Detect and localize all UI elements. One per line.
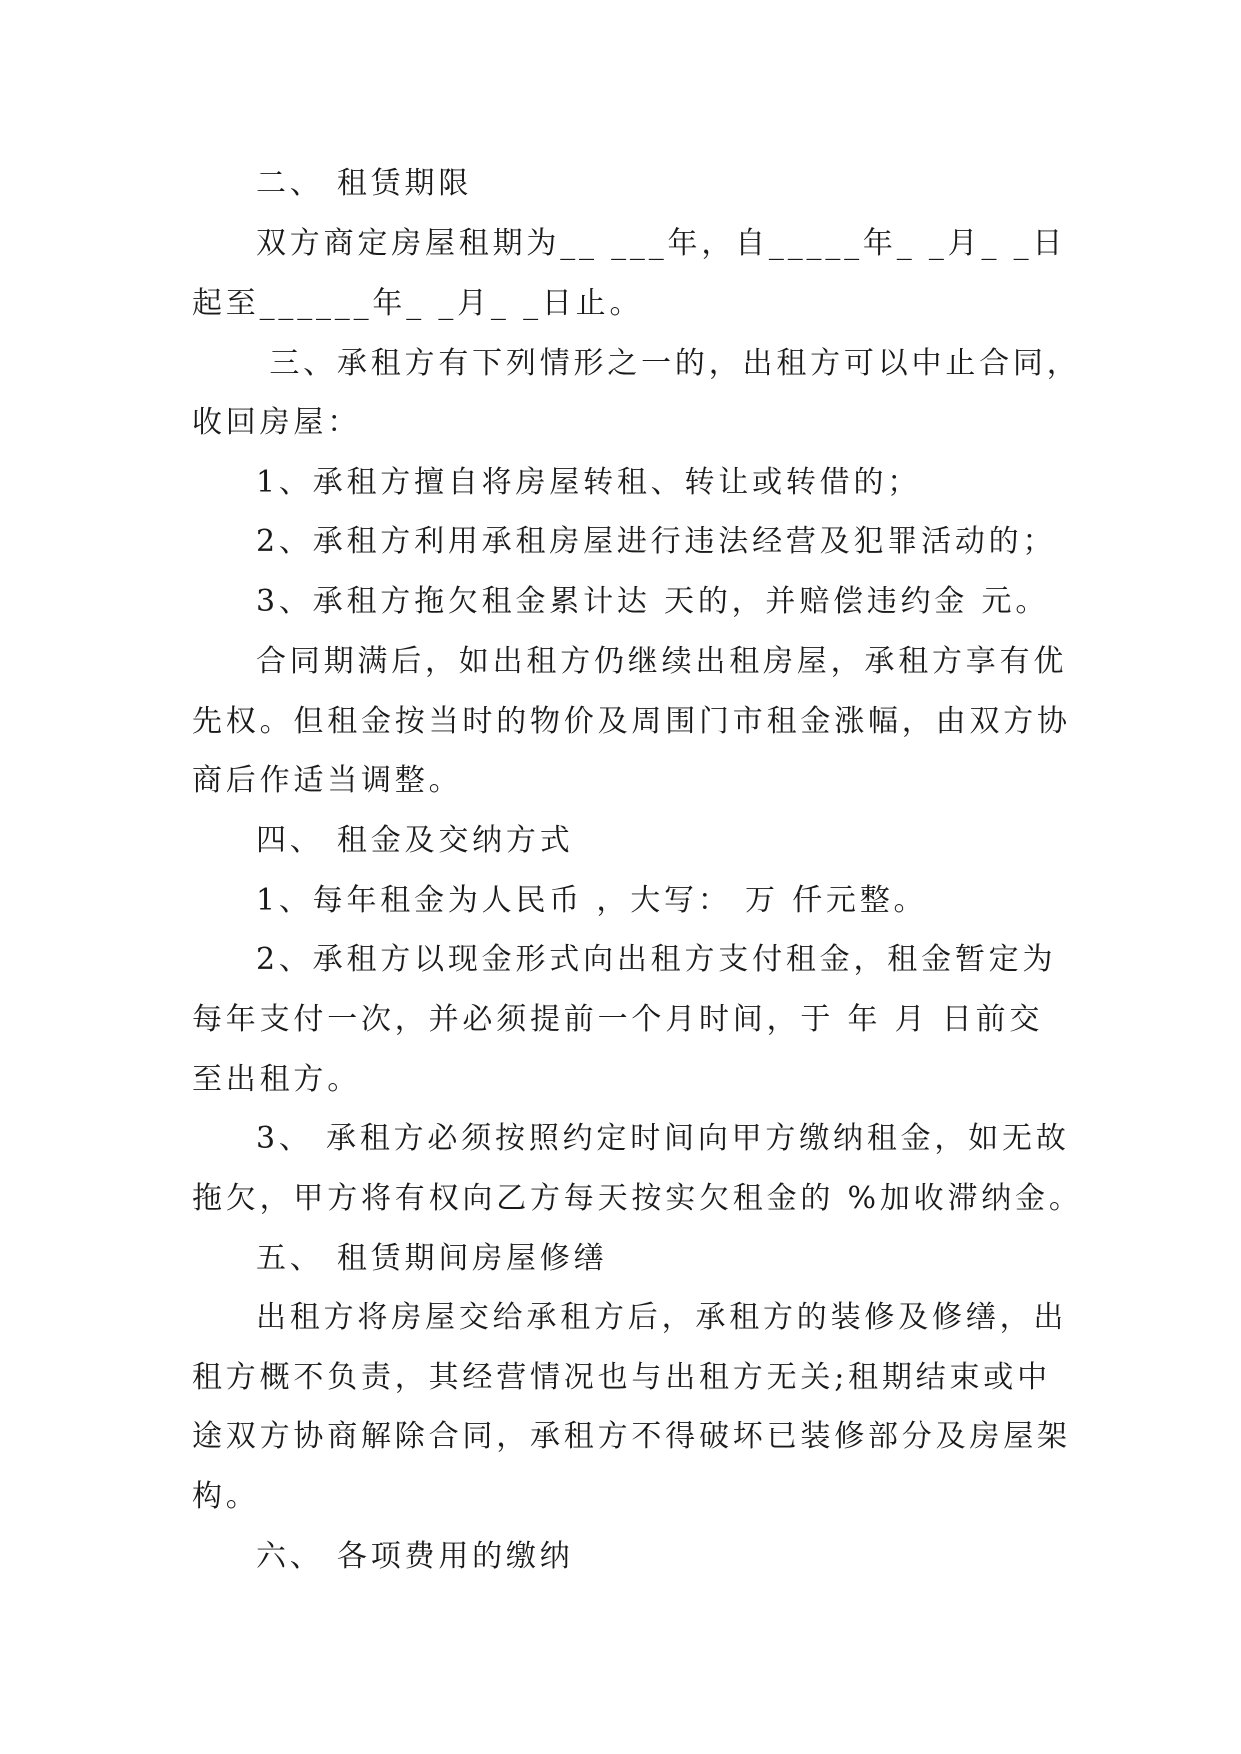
list-item: 3、承租方拖欠租金累计达 天的，并赔偿违约金 元。 — [256, 584, 1050, 619]
list-item: 3、 承租方必须按照约定时间向甲方缴纳租金，如无故 — [256, 1121, 1070, 1156]
paragraph-line: 收回房屋： — [192, 405, 361, 440]
list-item: 1、每年租金为人民币 ，大写： 万 仟元整。 — [256, 883, 928, 918]
paragraph-line: 出租方将房屋交给承租方后，承租方的装修及修缮，出 — [256, 1300, 1068, 1335]
paragraph-line: 商后作适当调整。 — [192, 763, 463, 798]
paragraph-line: 双方商定房屋租期为__ ___年，自_____年_ _月_ _日 — [256, 226, 1067, 261]
paragraph-line: 每年支付一次，并必须提前一个月时间，于 年 月 日前交 — [192, 1002, 1044, 1037]
section-heading-fees: 六、 各项费用的缴纳 — [256, 1539, 574, 1574]
section-heading-termination: 三、承租方有下列情形之一的，出租方可以中止合同， — [256, 346, 1081, 381]
list-item: 2、承租方利用承租房屋进行违法经营及犯罪活动的； — [256, 524, 1057, 559]
paragraph-line: 途双方协商解除合同，承租方不得破坏已装修部分及房屋架 — [192, 1419, 1071, 1454]
paragraph-line: 至出租方。 — [192, 1062, 361, 1097]
section-heading-lease-term: 二、 租赁期限 — [256, 166, 473, 201]
list-item: 1、承租方擅自将房屋转租、转让或转借的； — [256, 465, 922, 500]
paragraph-line: 合同期满后，如出租方仍继续出租房屋，承租方享有优 — [256, 644, 1068, 679]
paragraph-line: 先权。但租金按当时的物价及周围门市租金涨幅，由双方协 — [192, 704, 1071, 739]
paragraph-line: 租方概不负责，其经营情况也与出租方无关;租期结束或中 — [192, 1360, 1051, 1395]
section-heading-rent-payment: 四、 租金及交纳方式 — [256, 823, 574, 858]
paragraph-line: 构。 — [192, 1479, 260, 1514]
paragraph-line: 起至______年_ _月_ _日止。 — [192, 286, 644, 321]
list-item: 2、承租方以现金形式向出租方支付租金，租金暂定为 — [256, 942, 1057, 977]
section-heading-repairs: 五、 租赁期间房屋修缮 — [256, 1241, 608, 1276]
paragraph-line: 拖欠，甲方将有权向乙方每天按实欠租金的 %加收滞纳金。 — [192, 1181, 1083, 1216]
